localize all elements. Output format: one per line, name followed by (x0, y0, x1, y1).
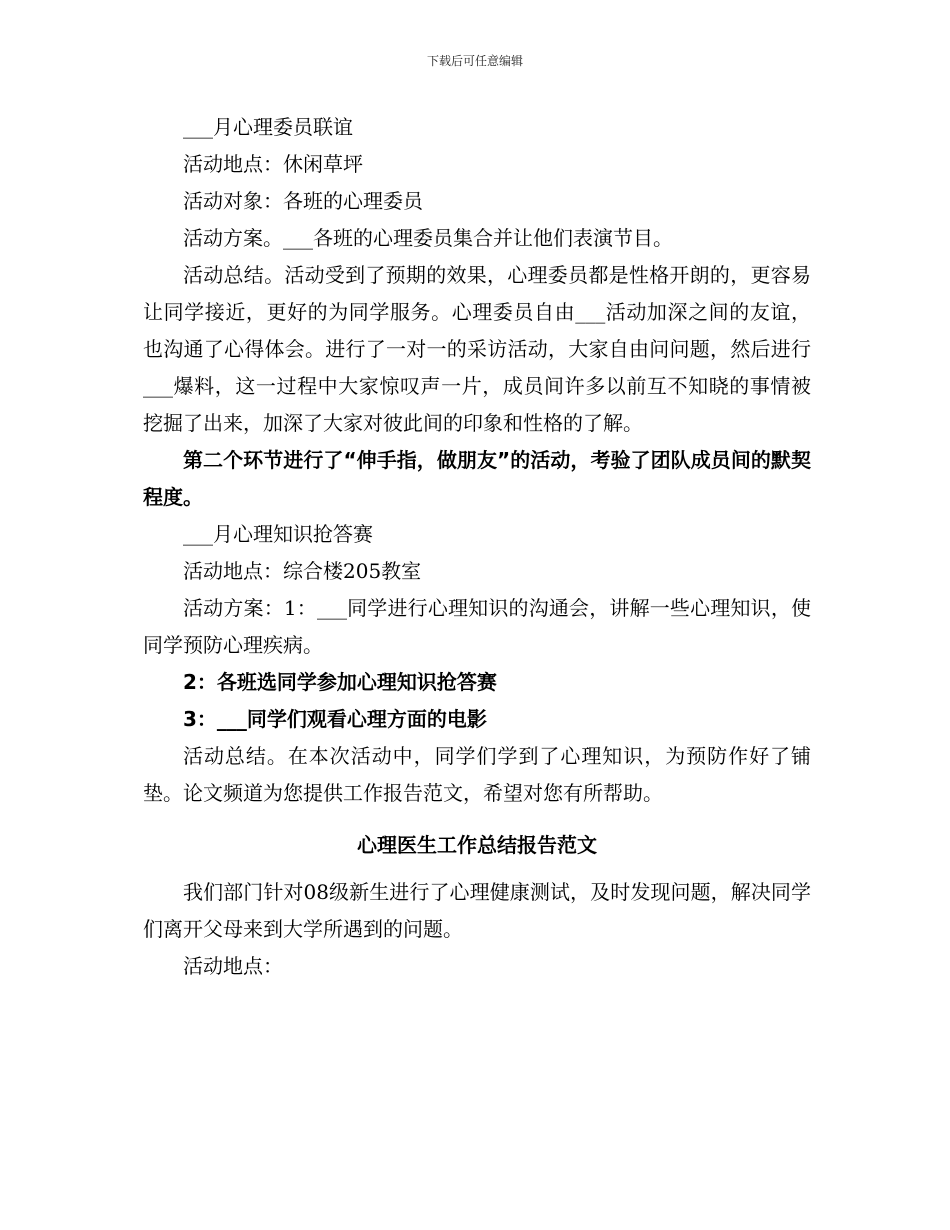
paragraph-location: 活动地点：休闲草坪 (183, 152, 363, 176)
paragraph-heading-quiz: ___月心理知识抢答赛 (183, 522, 373, 546)
page-header: 下载后可任意编辑 (426, 54, 523, 68)
paragraph-intro: 我们部门针对08级新生进行了心理健康测试，及时发现问题，解决同学们离开父母来到大学所遇到的问题。 (143, 880, 811, 941)
paragraph-quiz-step-3: 3：___同学们观看心理方面的电影 (183, 707, 487, 731)
paragraph-quiz-location: 活动地点：综合楼205教室 (183, 559, 422, 583)
document-body (143, 109, 811, 985)
paragraph-plan: 活动方案。___各班的心理委员集合并让他们表演节目。 (183, 226, 673, 250)
section-title: 心理医生工作总结报告范文 (357, 833, 597, 857)
paragraph-summary: 活动总结。活动受到了预期的效果，心理委员都是性格开朗的，更容易让同学接近，更好的为同学服务。心理委员自由___活动加深之间的友谊，也沟通了心得体会。进行了一对一的采访活动，大家自由问问题，然后进行___爆料，这一过程中大家惊叹声一片，成员间许多以前互不知晓的事情被挖掘了出来，加深了大家对彼此间的印象和性格的了解。 (143, 263, 811, 435)
paragraph-quiz-plan: 活动方案：1：___同学进行心理知识的沟通会，讲解一些心理知识，使同学预防心理疾病。 (143, 596, 811, 657)
paragraph-quiz-step-2: 2：各班选同学参加心理知识抢答赛 (183, 670, 497, 694)
paragraph-second-segment: 第二个环节进行了“伸手指，做朋友”的活动，考验了团队成员间的默契程度。 (143, 448, 811, 509)
paragraph-target: 活动对象：各班的心理委员 (183, 189, 423, 213)
paragraph-activity-location: 活动地点： (183, 954, 283, 978)
paragraph-heading-month-liaison: ___月心理委员联谊 (183, 115, 353, 139)
paragraph-quiz-summary: 活动总结。在本次活动中，同学们学到了心理知识，为预防作好了铺垫。论文频道为您提供工作报告范文，希望对您有所帮助。 (143, 744, 811, 805)
